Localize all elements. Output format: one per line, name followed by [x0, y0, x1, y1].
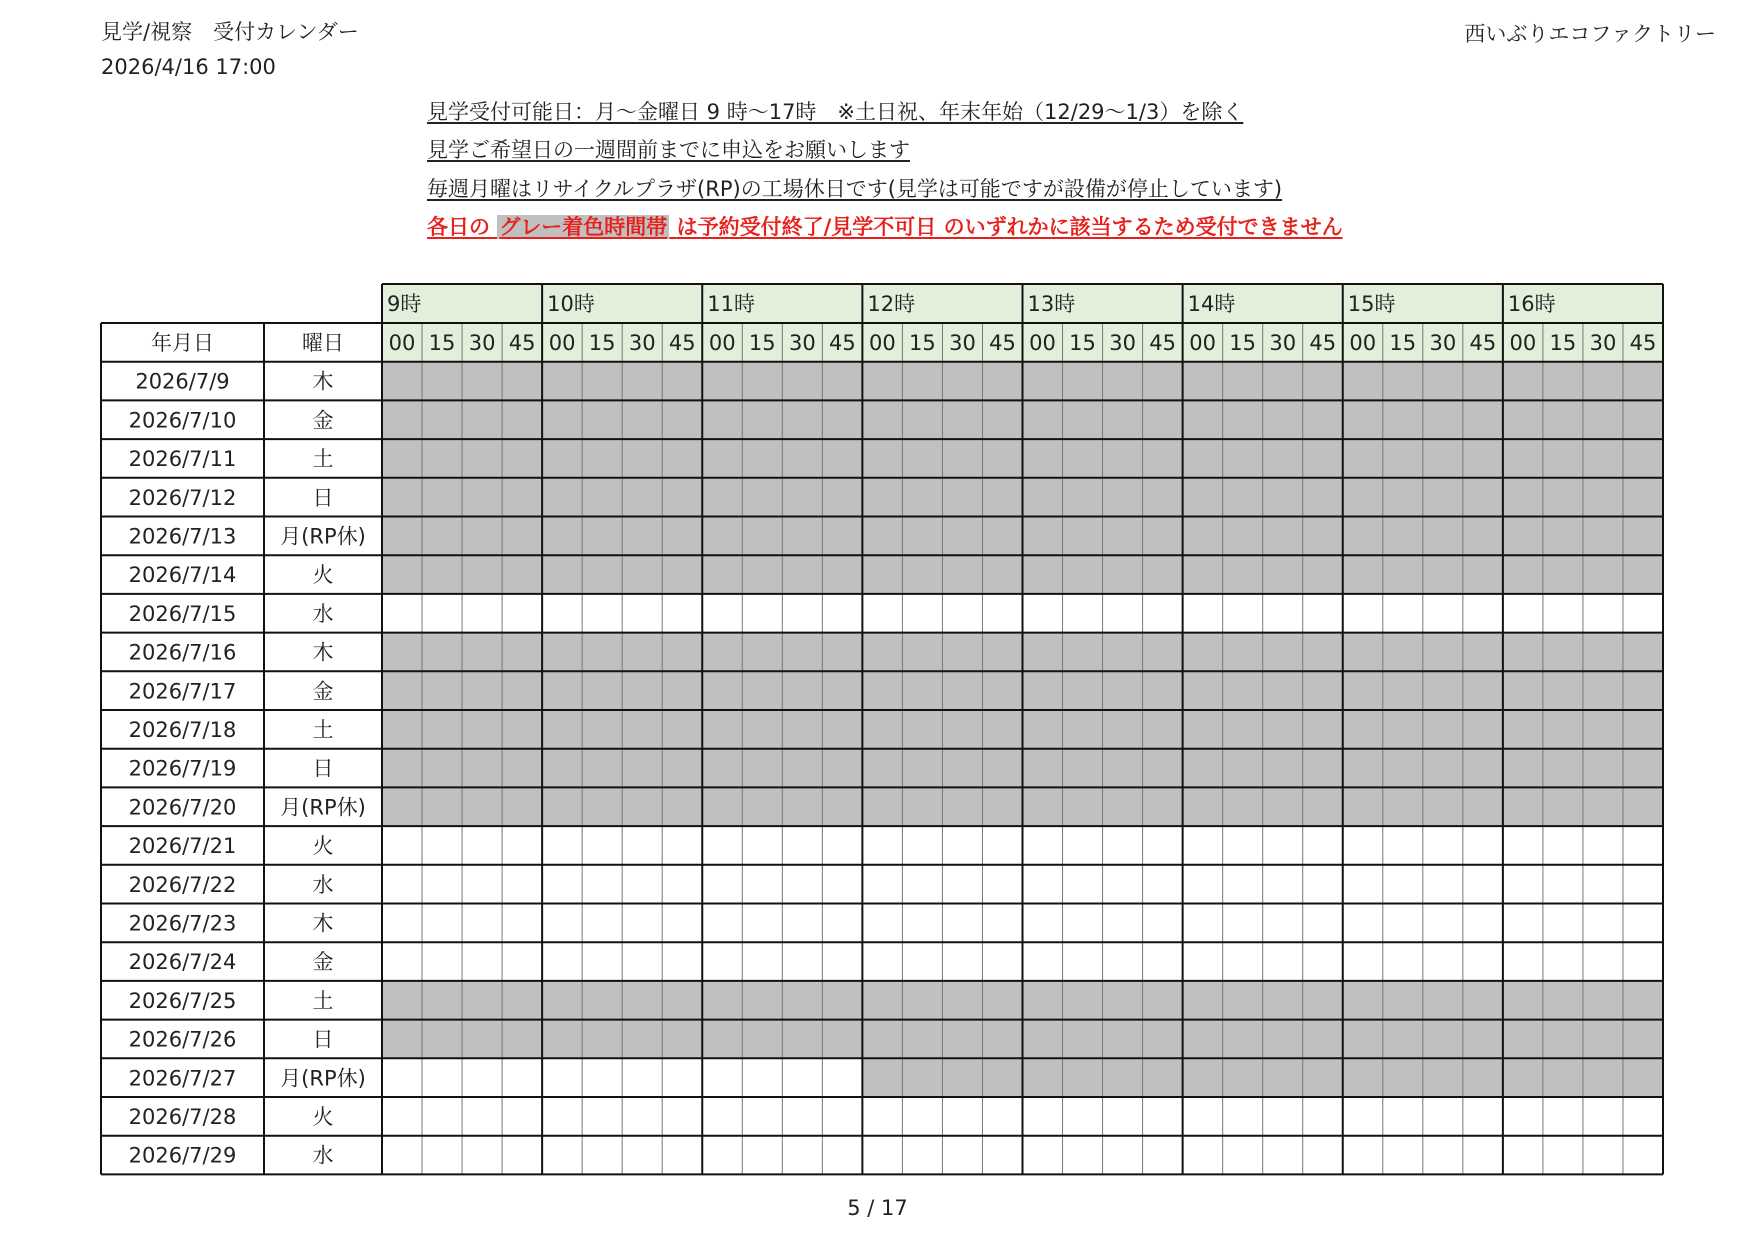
row-day: 金 [312, 950, 334, 975]
minute-label: 30 [1109, 331, 1136, 355]
row-date: 2026/7/11 [128, 447, 237, 472]
minute-label: 00 [1349, 331, 1377, 355]
page-title: 見学/視察 受付カレンダー [101, 20, 359, 44]
minute-label: 30 [1589, 331, 1617, 355]
minute-label: 15 [428, 331, 456, 355]
row-date: 2026/7/18 [128, 718, 237, 742]
row-date: 2026/7/14 [128, 563, 237, 588]
row-day: 金 [312, 408, 334, 433]
row-date: 2026/7/27 [128, 1066, 237, 1091]
row-day: 火 [312, 834, 334, 859]
row-date: 2026/7/19 [128, 756, 237, 781]
minute-label: 45 [828, 331, 856, 355]
row-date: 2026/7/13 [128, 524, 237, 549]
col-header-date: 年月日 [151, 331, 214, 355]
row-day: 月(RP休) [280, 1066, 366, 1091]
row-date: 2026/7/17 [128, 679, 237, 704]
hour-label: 16時 [1507, 292, 1556, 316]
minute-label: 30 [628, 331, 656, 355]
row-day: 日 [312, 756, 334, 781]
hour-label: 10時 [547, 292, 595, 316]
row-day: 土 [312, 718, 334, 742]
row-day: 水 [312, 872, 334, 897]
minute-label: 15 [1549, 331, 1577, 355]
minute-label: 00 [388, 331, 416, 355]
minute-label: 15 [748, 331, 776, 355]
minute-label: 15 [1389, 331, 1417, 355]
hour-label: 13時 [1027, 292, 1076, 316]
row-date: 2026/7/9 [135, 369, 230, 394]
minute-label: 45 [1629, 331, 1657, 355]
minute-label: 00 [708, 331, 736, 355]
minute-label: 30 [949, 331, 976, 355]
note-apply-deadline: 見学ご希望日の一週間前までに申込をお願いします [427, 138, 910, 162]
note-rp-holiday: 毎週月曜はリサイクルプラザ(RP)の工場休日です(見学は可能ですが設備が停止しています) [427, 177, 1283, 201]
minute-label: 45 [668, 331, 696, 355]
hour-label: 9時 [387, 292, 422, 316]
minute-label: 45 [1469, 331, 1497, 355]
minute-label: 30 [1269, 331, 1297, 355]
row-day: 水 [312, 601, 334, 626]
row-day: 金 [312, 679, 334, 704]
minute-label: 30 [468, 331, 496, 355]
facility-name: 西いぶりエコファクトリー [1464, 22, 1716, 46]
row-date: 2026/7/20 [128, 795, 237, 820]
row-day: 日 [312, 485, 334, 510]
row-day: 土 [312, 447, 334, 472]
minute-label: 00 [1029, 331, 1056, 355]
row-date: 2026/7/21 [128, 834, 237, 859]
row-day: 水 [312, 1143, 334, 1168]
minute-label: 45 [1149, 331, 1176, 355]
row-date: 2026/7/10 [128, 408, 237, 433]
hour-label: 11時 [707, 292, 755, 316]
row-day: 木 [312, 911, 334, 936]
minute-label: 15 [909, 331, 936, 355]
row-date: 2026/7/25 [128, 988, 237, 1013]
minute-label: 30 [1429, 331, 1457, 355]
row-date: 2026/7/12 [128, 485, 237, 510]
row-day: 月(RP休) [280, 795, 366, 820]
row-day: 日 [312, 1027, 334, 1052]
row-date: 2026/7/15 [128, 601, 237, 626]
legend-grey-swatch: グレー着色時間帯 [499, 215, 668, 239]
legend-suffix: は予約受付終了/見学不可日 のいずれかに該当するため受付できません [676, 215, 1343, 239]
row-date: 2026/7/29 [128, 1143, 237, 1168]
row-day: 月(RP休) [280, 524, 366, 549]
minute-label: 00 [1189, 331, 1217, 355]
row-date: 2026/7/26 [128, 1027, 237, 1052]
minute-label: 15 [1069, 331, 1096, 355]
row-date: 2026/7/16 [128, 640, 237, 665]
legend-prefix: 各日の [427, 215, 490, 239]
minute-label: 00 [1509, 331, 1537, 355]
minute-label: 00 [548, 331, 576, 355]
row-day: 火 [312, 563, 334, 588]
hour-label: 12時 [867, 292, 916, 316]
minute-label: 45 [508, 331, 536, 355]
minute-label: 30 [788, 331, 816, 355]
page-number: 5 / 17 [847, 1196, 908, 1220]
row-day: 土 [312, 988, 334, 1013]
row-day: 火 [312, 1105, 334, 1129]
minute-label: 15 [1229, 331, 1257, 355]
note-reception-days: 見学受付可能日：月～金曜日 9 時～17時 ※土日祝、年末年始（12/29～1/3）を除く [427, 100, 1244, 124]
row-date: 2026/7/22 [128, 872, 237, 897]
minute-label: 45 [989, 331, 1016, 355]
row-day: 木 [312, 369, 334, 394]
row-date: 2026/7/28 [128, 1105, 237, 1129]
minute-label: 45 [1309, 331, 1337, 355]
print-datetime: 2026/4/16 17:00 [101, 55, 276, 79]
row-date: 2026/7/23 [128, 911, 237, 936]
hour-label: 15時 [1347, 292, 1396, 316]
col-header-day: 曜日 [302, 331, 344, 355]
row-day: 木 [312, 640, 334, 665]
hour-label: 14時 [1187, 292, 1236, 316]
minute-label: 00 [869, 331, 896, 355]
row-date: 2026/7/24 [128, 950, 237, 975]
minute-label: 15 [588, 331, 616, 355]
